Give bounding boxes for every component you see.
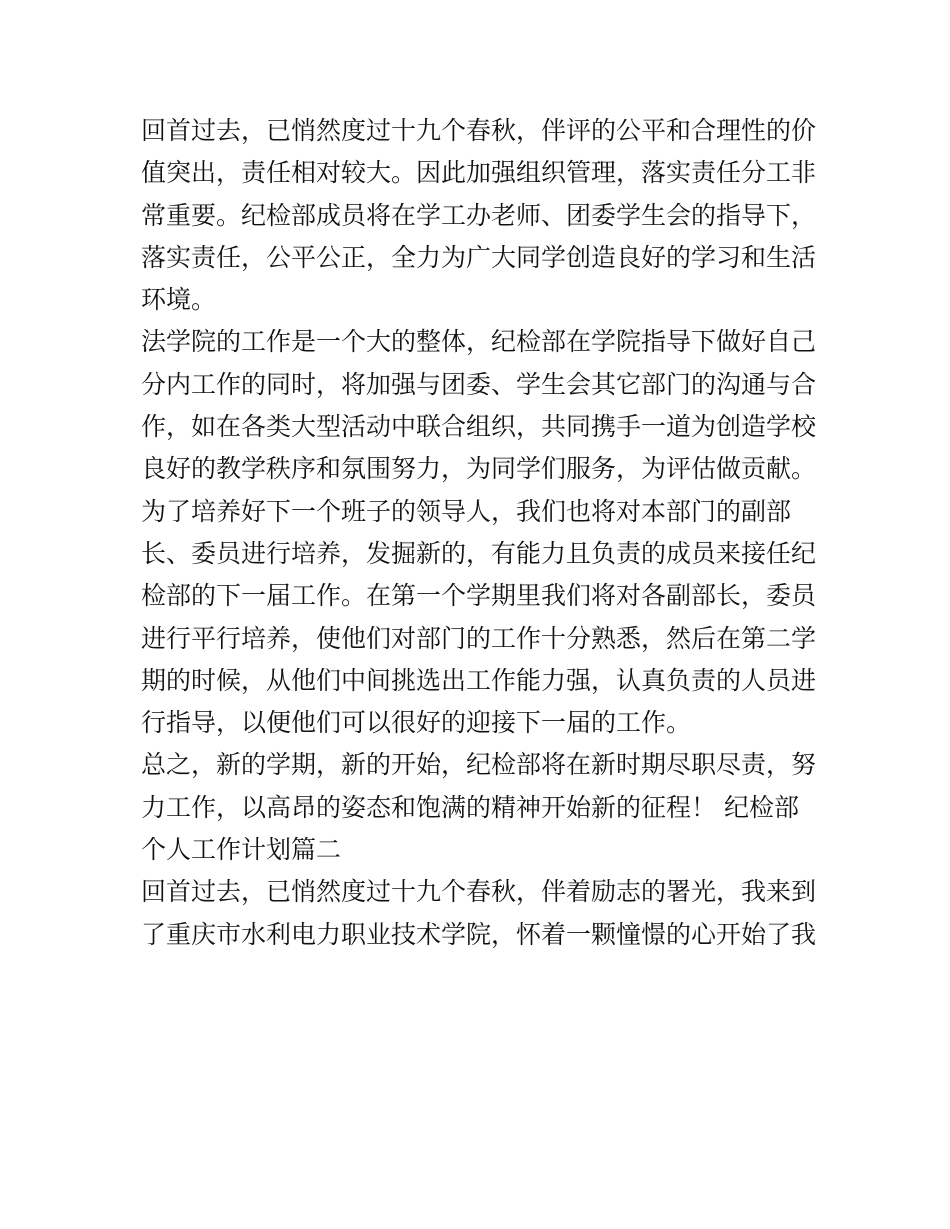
text-line-2: 值突出，责任相对较大。因此加强组织管理，落实责任分工非	[141, 158, 817, 188]
text-line-14: 期的时候，从他们中间挑选出工作能力强，认真负责的人员进	[141, 665, 817, 695]
section-heading: 个人工作计划篇二	[141, 835, 342, 865]
text-line-4: 落实责任，公平公正，全力为广大同学创造良好的学习和生活	[141, 242, 817, 272]
text-line-10: 为了培养好下一个班子的领导人，我们也将对本部门的副部	[141, 496, 792, 526]
text-line-7: 分内工作的同时，将加强与团委、学生会其它部门的沟通与合	[141, 369, 817, 399]
text-line-11: 长、委员进行培养，发掘新的，有能力且负责的成员来接任纪	[141, 538, 817, 568]
text-line-20: 了重庆市水利电力职业技术学院，怀着一颗憧憬的心开始了我	[141, 919, 817, 949]
text-line-6: 法学院的工作是一个大的整体，纪检部在学院指导下做好自己	[141, 327, 817, 357]
text-line-3: 常重要。纪检部成员将在学工办老师、团委学生会的指导下，	[141, 200, 817, 230]
text-line-9: 良好的教学秩序和氛围努力，为同学们服务，为评估做贡献。	[141, 454, 817, 484]
text-line-12: 检部的下一届工作。在第一个学期里我们将对各副部长，委员	[141, 581, 817, 611]
text-line-15: 行指导，以便他们可以很好的迎接下一届的工作。	[141, 708, 692, 738]
text-line-16: 总之，新的学期，新的开始，纪检部将在新时期尽职尽责，努	[141, 750, 817, 780]
text-line-8: 作，如在各类大型活动中联合组织，共同携手一道为创造学校	[141, 412, 817, 442]
text-line-13: 进行平行培养，使他们对部门的工作十分熟悉，然后在第二学	[141, 623, 817, 653]
text-line-1: 回首过去，已悄然度过十九个春秋，伴评的公平和合理性的价	[141, 116, 817, 145]
text-line-5: 环境。	[141, 285, 217, 315]
text-line-17: 力工作，以高昂的姿态和饱满的精神开始新的征程！ 纪检部	[141, 792, 799, 822]
text-line-19: 回首过去，已悄然度过十九个春秋，伴着励志的署光，我来到	[141, 877, 817, 907]
document-body	[141, 110, 817, 956]
